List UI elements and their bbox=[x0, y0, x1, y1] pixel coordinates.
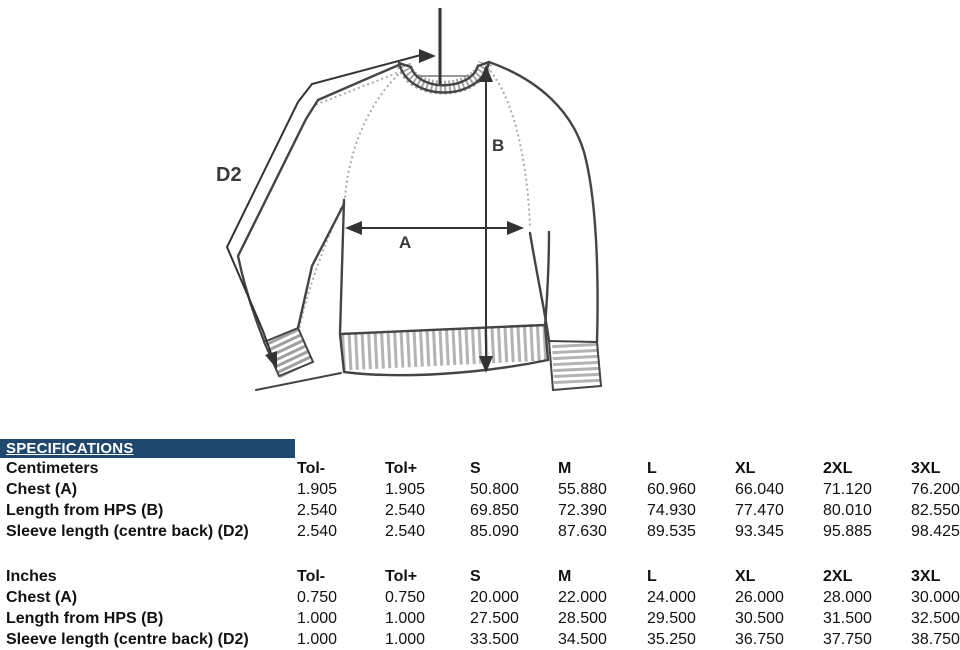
a-arrowhead-right bbox=[507, 221, 524, 235]
value-cell: 0.750 bbox=[297, 589, 338, 606]
column-header: M bbox=[558, 568, 572, 585]
body-left-edge bbox=[340, 200, 344, 334]
value-cell: 85.090 bbox=[470, 523, 519, 540]
left-sleeve-seam bbox=[299, 208, 341, 330]
left-sleeve-end-line bbox=[256, 373, 341, 390]
value-cell: 22.000 bbox=[558, 589, 607, 606]
value-cell: 0.750 bbox=[385, 589, 426, 606]
seam-lines bbox=[299, 67, 530, 330]
unit-header-row bbox=[0, 458, 960, 479]
value-cell: 32.500 bbox=[911, 610, 960, 627]
specifications-header: SPECIFICATIONS bbox=[0, 439, 295, 458]
value-cell: 87.630 bbox=[558, 523, 607, 540]
value-cell: 2.540 bbox=[385, 523, 426, 540]
value-cell: 20.000 bbox=[470, 589, 519, 606]
column-header: XL bbox=[735, 568, 756, 585]
value-cell: 89.535 bbox=[647, 523, 696, 540]
hem-rib bbox=[342, 342, 546, 352]
left-sleeve-outer bbox=[238, 64, 401, 341]
value-cell: 34.500 bbox=[558, 631, 607, 648]
row-label: Sleeve length (centre back) (D2) bbox=[6, 523, 249, 540]
value-cell: 26.000 bbox=[735, 589, 784, 606]
value-cell: 2.540 bbox=[297, 523, 338, 540]
a-arrowhead-left bbox=[345, 221, 362, 235]
d2-arrowhead-bottom bbox=[265, 351, 277, 369]
value-cell: 82.550 bbox=[911, 502, 960, 519]
measure-line-d2 bbox=[227, 55, 421, 362]
table-row bbox=[0, 587, 960, 608]
column-header: 3XL bbox=[911, 568, 941, 585]
value-cell: 95.885 bbox=[823, 523, 872, 540]
column-header: 2XL bbox=[823, 460, 853, 477]
value-cell: 1.000 bbox=[385, 631, 426, 648]
value-cell: 60.960 bbox=[647, 481, 696, 498]
value-cell: 66.040 bbox=[735, 481, 784, 498]
value-cell: 33.500 bbox=[470, 631, 519, 648]
right-cuff-rib bbox=[575, 344, 577, 386]
value-cell: 72.390 bbox=[558, 502, 607, 519]
column-header: S bbox=[470, 460, 481, 477]
spec-table-body bbox=[0, 458, 960, 650]
column-header: Tol- bbox=[297, 568, 326, 585]
value-cell: 1.000 bbox=[297, 631, 338, 648]
column-header: Tol+ bbox=[385, 460, 418, 477]
value-cell: 80.010 bbox=[823, 502, 872, 519]
value-cell: 30.000 bbox=[911, 589, 960, 606]
measure-label-a: A bbox=[399, 233, 412, 252]
row-label: Length from HPS (B) bbox=[6, 610, 164, 627]
value-cell: 55.880 bbox=[558, 481, 607, 498]
rib-textures bbox=[281, 63, 577, 386]
table-row bbox=[0, 608, 960, 629]
value-cell: 38.750 bbox=[911, 631, 960, 648]
value-cell: 29.500 bbox=[647, 610, 696, 627]
column-header: 3XL bbox=[911, 460, 941, 477]
value-cell: 24.000 bbox=[647, 589, 696, 606]
value-cell: 28.500 bbox=[558, 610, 607, 627]
row-label: Chest (A) bbox=[6, 481, 78, 498]
column-header: M bbox=[558, 460, 572, 477]
column-header: XL bbox=[735, 460, 756, 477]
value-cell: 1.000 bbox=[385, 610, 426, 627]
unit-header-row bbox=[0, 566, 960, 587]
d2-arrowhead-top bbox=[419, 49, 436, 63]
spec-table bbox=[0, 439, 960, 650]
row-label: Length from HPS (B) bbox=[6, 502, 164, 519]
column-header: L bbox=[647, 568, 657, 585]
row-label: Sleeve length (centre back) (D2) bbox=[6, 631, 249, 648]
table-row bbox=[0, 629, 960, 650]
value-cell: 2.540 bbox=[297, 502, 338, 519]
measure-label-d2: D2 bbox=[216, 164, 242, 186]
value-cell: 2.540 bbox=[385, 502, 426, 519]
left-cuff-rib bbox=[281, 336, 297, 370]
b-arrowhead-top bbox=[479, 65, 493, 82]
column-header: Tol+ bbox=[385, 568, 418, 585]
value-cell: 35.250 bbox=[647, 631, 696, 648]
value-cell: 74.930 bbox=[647, 502, 696, 519]
unit-label: Centimeters bbox=[6, 460, 99, 477]
column-header: S bbox=[470, 568, 481, 585]
column-header: Tol- bbox=[297, 460, 326, 477]
value-cell: 71.120 bbox=[823, 481, 872, 498]
value-cell: 93.345 bbox=[735, 523, 784, 540]
section-spacer bbox=[0, 542, 960, 566]
unit-label: Inches bbox=[6, 568, 57, 585]
value-cell: 27.500 bbox=[470, 610, 519, 627]
table-row bbox=[0, 500, 960, 521]
measure-label-b: B bbox=[492, 136, 505, 155]
column-header: L bbox=[647, 460, 657, 477]
value-cell: 69.850 bbox=[470, 502, 519, 519]
value-cell: 1.905 bbox=[297, 481, 338, 498]
column-header: 2XL bbox=[823, 568, 853, 585]
row-label: Chest (A) bbox=[6, 589, 78, 606]
left-sleeve-lower bbox=[298, 204, 344, 328]
value-cell: 1.905 bbox=[385, 481, 426, 498]
value-cell: 28.000 bbox=[823, 589, 872, 606]
table-row bbox=[0, 521, 960, 542]
value-cell: 76.200 bbox=[911, 481, 960, 498]
value-cell: 1.000 bbox=[297, 610, 338, 627]
value-cell: 31.500 bbox=[823, 610, 872, 627]
value-cell: 50.800 bbox=[470, 481, 519, 498]
value-cell: 30.500 bbox=[735, 610, 784, 627]
table-row bbox=[0, 479, 960, 500]
value-cell: 36.750 bbox=[735, 631, 784, 648]
value-cell: 77.470 bbox=[735, 502, 784, 519]
value-cell: 98.425 bbox=[911, 523, 960, 540]
value-cell: 37.750 bbox=[823, 631, 872, 648]
